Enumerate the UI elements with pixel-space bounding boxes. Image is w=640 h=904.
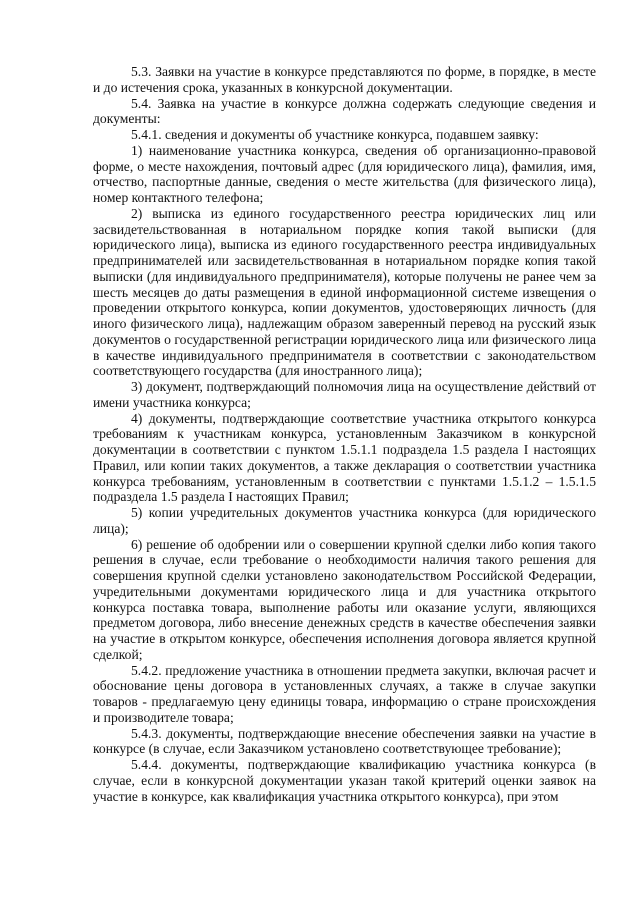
document-page <box>93 64 596 804</box>
list-item-1: 1) наименование участника конкурса, сведения об организационно-правовой форме, о месте нахождения, почтовый адрес (для юридического лица), фамилия, имя, отчество, паспортные данные, сведения о месте жительства (для физического лица), номер контактного телефона; <box>93 142 596 205</box>
paragraph-5-4-1: 5.4.1. сведения и документы об участнике конкурса, подавшем заявку: <box>131 127 539 142</box>
paragraph-5-4-4: 5.4.4. документы, подтверждающие квалификацию участника конкурса (в случае, если в конкурсной документации указан такой критерий оценки заявок на участие в конкурсе, как квалификация участника открытого конкурса), при этом <box>93 757 596 804</box>
paragraph-5-4-2: 5.4.2. предложение участника в отношении предмета закупки, включая расчет и обоснование цены договора в установленных случаях, а также в случае закупки товаров - предлагаемую цену единицы товара, информацию о стране происхождения и производителе товара; <box>93 662 596 725</box>
list-item-5: 5) копии учредительных документов участника конкурса (для юридического лица); <box>93 505 596 536</box>
list-item-6: 6) решение об одобрении или о совершении крупной сделки либо копия такого решения в случае, если требование о необходимости наличия такого решения для совершения крупной сделки установлено законодательством Российской Федерации, учредительными документами юридического лица и для участника открытого конкурса поставка товара, выполнение работы или оказание услуги, являющихся предметом договора, либо внесение денежных средств в качестве обеспечения заявки на участие в открытом конкурсе, обеспечения исполнения договора является крупной сделкой; <box>93 536 596 662</box>
paragraph-5-4: 5.4. Заявка на участие в конкурсе должна содержать следующие сведения и документы: <box>93 95 596 127</box>
paragraph-5-3: 5.3. Заявки на участие в конкурсе представляются по форме, в порядке, в месте и до истечения срока, указанных в конкурсной документации. <box>93 64 596 95</box>
list-item-2: 2) выписка из единого государственного реестра юридических лиц или засвидетельствованная в нотариальном порядке копия такой выписки (для юридического лица), выписка из единого государственного реестра индивидуальных предпринимателей или засвидетельствованная в нотариальном порядке копия такой выписки (для индивидуального предпринимателя), которые получены не ранее чем за шесть месяцев до даты размещения в единой информационной системе извещения о проведении открытого конкурса, копии документов, удостоверяющих личность (для иного физического лица), надлежащим образом заверенный перевод на русский язык документов о государственной регистрации юридического лица или физического лица в качестве индивидуального предпринимателя в соответствии с законодательством соответствующего государства (для иностранного лица); <box>93 205 596 379</box>
list-item-4: 4) документы, подтверждающие соответствие участника открытого конкурса требованиям к участникам конкурса, установленным Заказчиком в конкурсной документации в соответствии с пунктом 1.5.1.1 подраздела 1.5 раздела I настоящих Правил, или копии таких документов, а также декларация о соответствии участника конкурса требованиям, установленным в соответствии с пунктами 1.5.1.2 – 1.5.1.5 подраздела 1.5 раздела I настоящих Правил; <box>93 410 596 505</box>
paragraph-5-4-3: 5.4.3. документы, подтверждающие внесение обеспечения заявки на участие в конкурсе (в случае, если Заказчиком установлено соответствующее требование); <box>93 725 596 757</box>
list-item-3: 3) документ, подтверждающий полномочия лица на осуществление действий от имени участника конкурса; <box>93 379 596 410</box>
